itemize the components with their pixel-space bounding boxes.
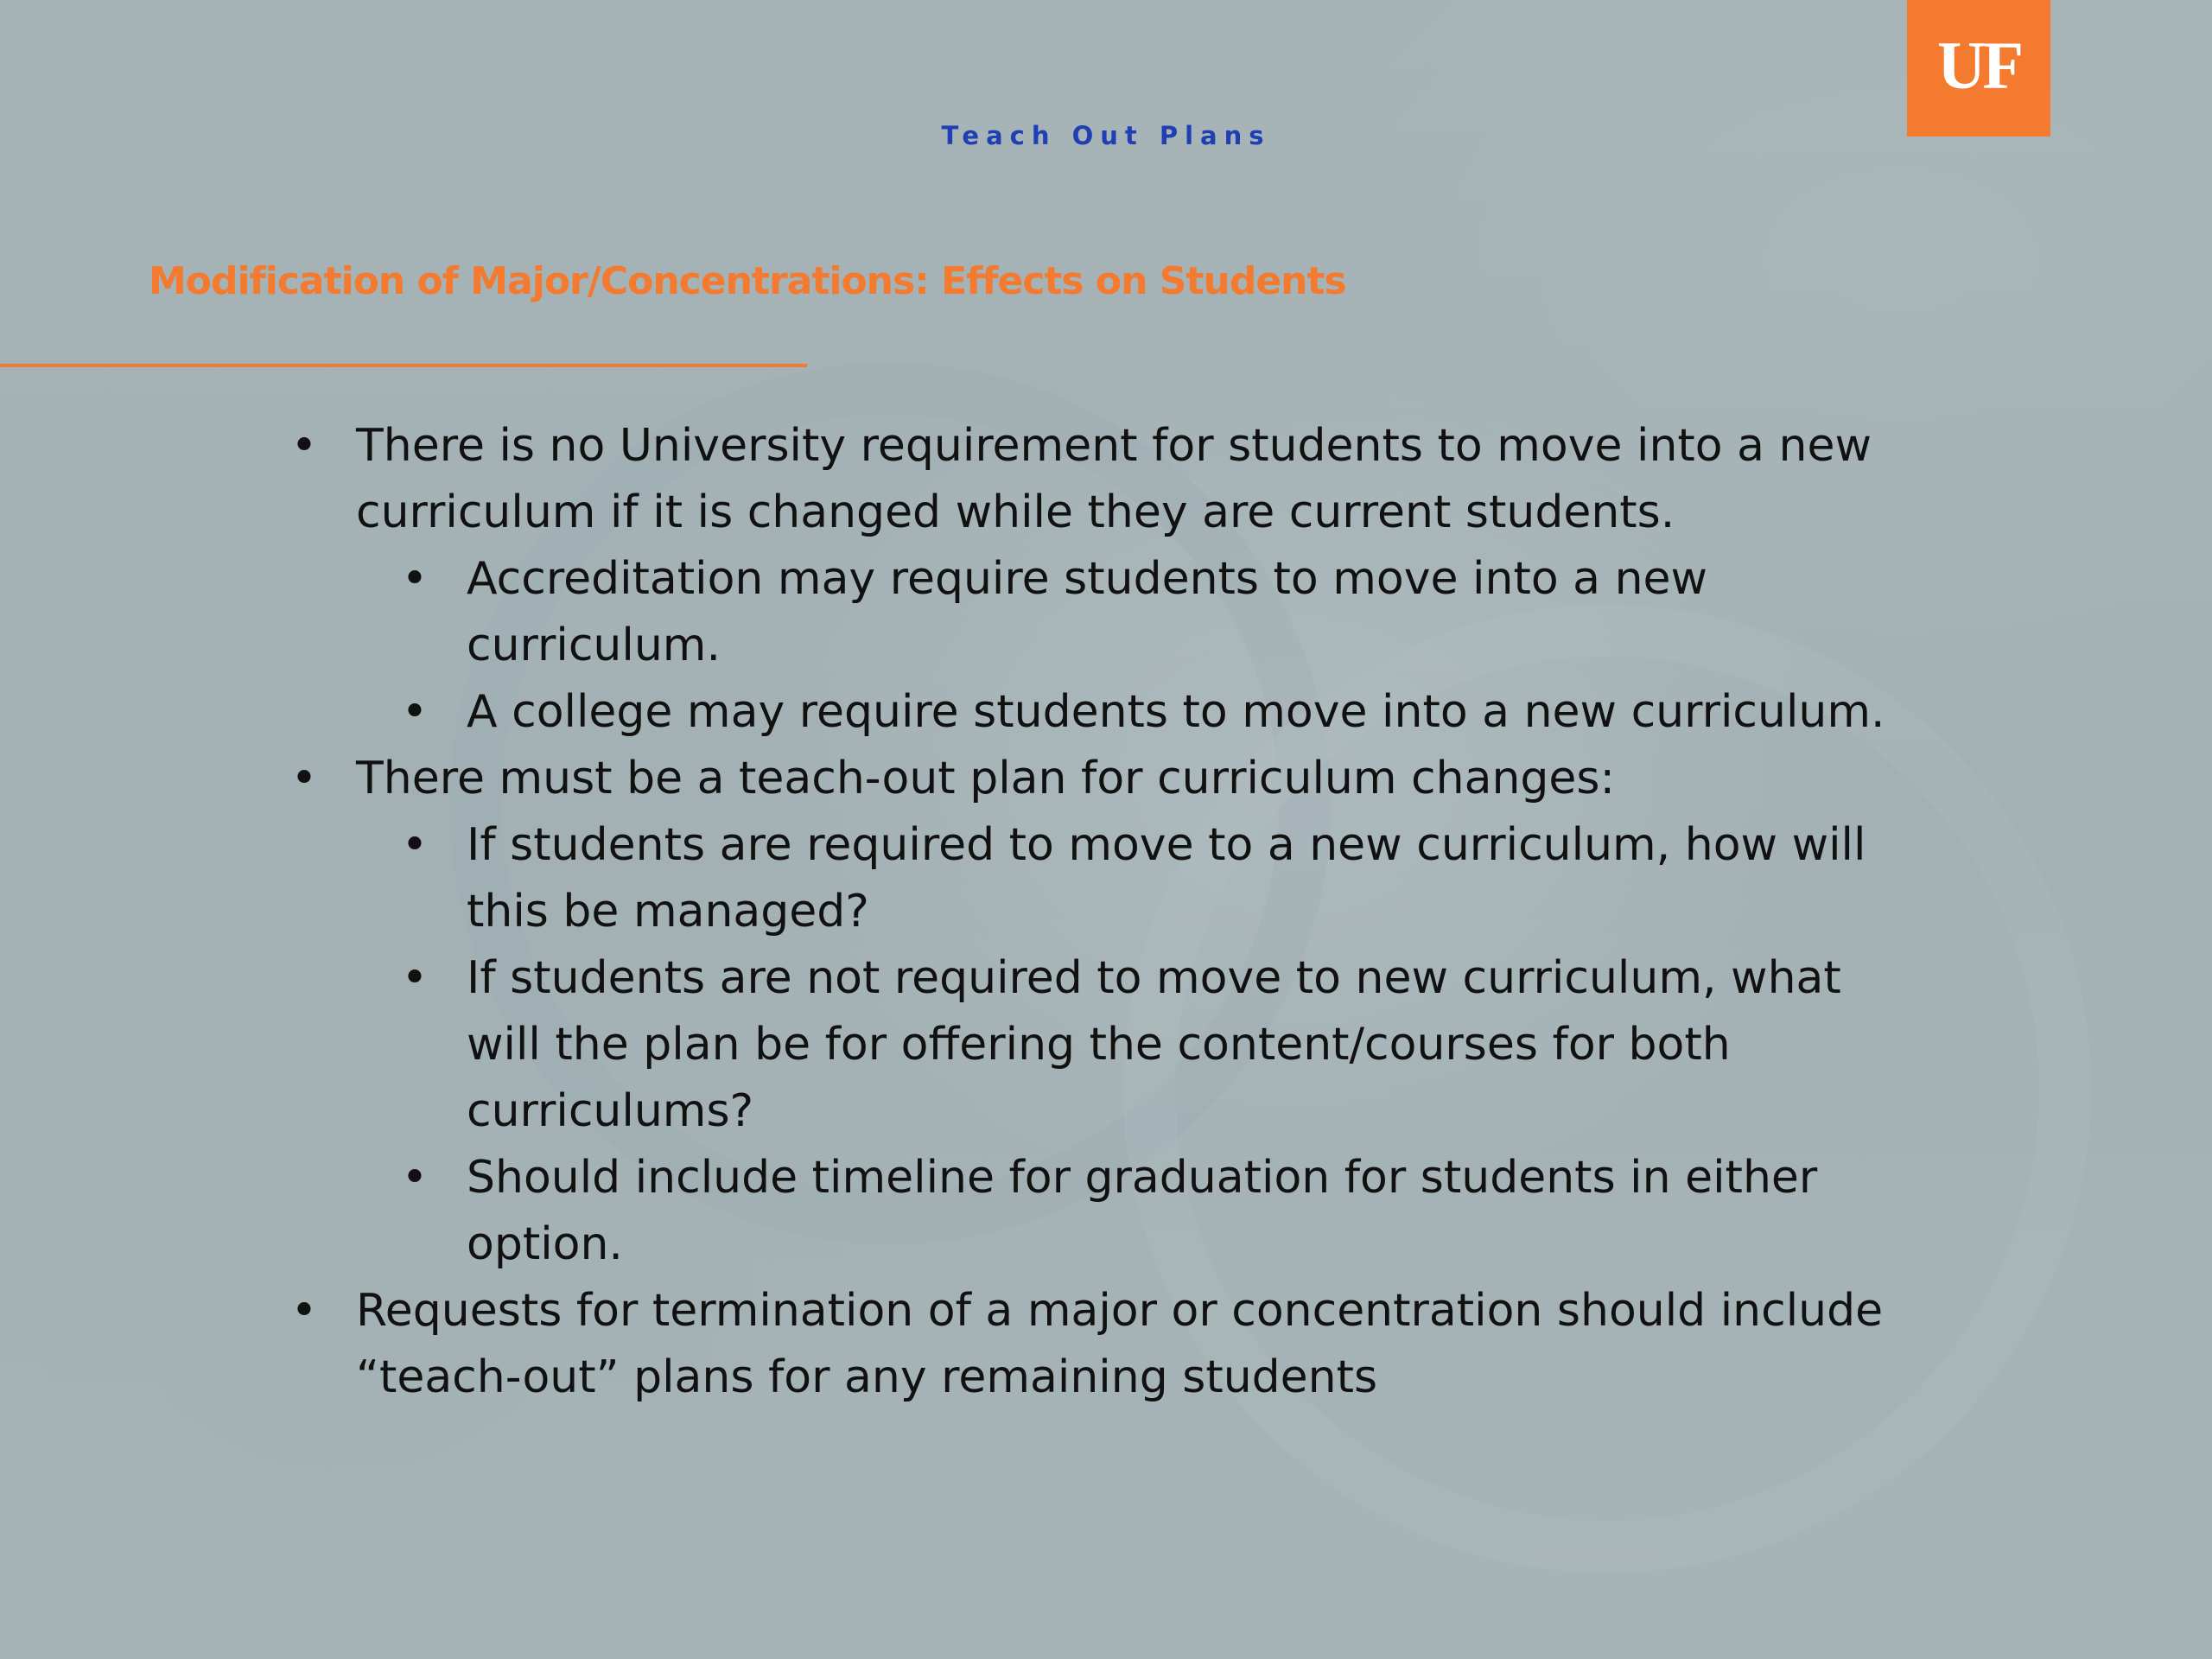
bullet-text: curriculums? xyxy=(467,1085,754,1137)
slide-header-label: Teach Out Plans xyxy=(941,121,1271,150)
sub-bullet-item xyxy=(401,679,1936,746)
sub-bullet-item xyxy=(401,546,1936,679)
bullet-marker: • xyxy=(401,819,429,871)
bullet-marker: • xyxy=(401,1152,429,1204)
bullet-item xyxy=(290,1278,1911,1411)
sub-bullet-item xyxy=(401,812,1936,945)
bullet-text: Requests for termination of a major or concentration should include xyxy=(356,1285,1884,1337)
slide-title: Modification of Major/Concentrations: Effects on Students xyxy=(149,259,1346,303)
sub-bullet-item xyxy=(401,945,1936,1145)
bullet-text: will the plan be for offering the content/courses for both xyxy=(467,1019,1731,1071)
bullet-item xyxy=(290,746,1911,812)
bullet-text: Should include timeline for graduation for students in either xyxy=(467,1152,1818,1204)
bullet-marker: • xyxy=(401,553,429,605)
bullet-marker: • xyxy=(401,952,429,1004)
bullet-text: option. xyxy=(467,1218,623,1270)
uf-logo-text: UF xyxy=(1937,28,2020,103)
sub-bullet-item xyxy=(401,1145,1936,1278)
bullet-text: Accreditation may require students to move into a new xyxy=(467,553,1708,605)
bullet-text: this be managed? xyxy=(467,886,869,938)
bullet-text: curriculum. xyxy=(467,620,721,671)
bullet-item xyxy=(290,413,1911,546)
bullet-text: A college may require students to move into a new curriculum. xyxy=(467,686,1885,738)
bullet-marker: • xyxy=(290,420,318,472)
bullet-text: “teach-out” plans for any remaining students xyxy=(356,1351,1378,1403)
bullet-text: curriculum if it is changed while they are current students. xyxy=(356,486,1675,538)
bullet-marker: • xyxy=(290,1285,318,1337)
bullet-text: There must be a teach-out plan for curriculum changes: xyxy=(356,753,1616,804)
bullet-marker: • xyxy=(290,753,318,804)
bullet-text: If students are required to move to a new curriculum, how will xyxy=(467,819,1866,871)
bullet-text: There is no University requirement for students to move into a new xyxy=(356,420,1872,472)
bullet-text: If students are not required to move to new curriculum, what xyxy=(467,952,1841,1004)
bullet-marker: • xyxy=(401,686,429,738)
